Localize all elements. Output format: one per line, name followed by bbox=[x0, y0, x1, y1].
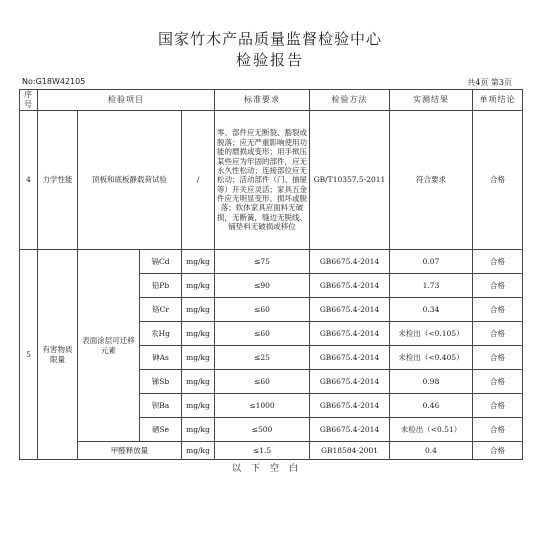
col-header-method: 检验方法 bbox=[310, 90, 390, 111]
table-row bbox=[20, 442, 523, 460]
conclusion: 合格 bbox=[473, 370, 523, 394]
subitem-name: 顶板和底板静载荷试验 bbox=[78, 111, 182, 250]
requirement: ≤75 bbox=[215, 250, 310, 274]
test-method: GB18584-2001 bbox=[310, 442, 390, 460]
requirement: ≤60 bbox=[215, 370, 310, 394]
test-method: GB6675.4-2014 bbox=[310, 346, 390, 370]
test-method: GB6675.4-2014 bbox=[310, 250, 390, 274]
col-header-result: 实测结果 bbox=[390, 90, 473, 111]
test-method: GB6675.4-2014 bbox=[310, 418, 390, 442]
requirement: ≤1000 bbox=[215, 394, 310, 418]
test-method: GB6675.4-2014 bbox=[310, 274, 390, 298]
conclusion: 合格 bbox=[473, 111, 523, 250]
conclusion: 合格 bbox=[473, 322, 523, 346]
unit: mg/kg bbox=[182, 394, 215, 418]
conclusion: 合格 bbox=[473, 298, 523, 322]
unit: mg/kg bbox=[182, 442, 215, 460]
test-result: 未检出（<0.105） bbox=[390, 322, 473, 346]
row-number: 4 bbox=[20, 111, 38, 250]
element-name: 铬Cr bbox=[140, 298, 182, 322]
test-result: 0.07 bbox=[390, 250, 473, 274]
unit: mg/kg bbox=[182, 274, 215, 298]
test-result: 0.46 bbox=[390, 394, 473, 418]
unit: mg/kg bbox=[182, 298, 215, 322]
requirement-text: 零、部件应无断裂、豁裂或脱落；应无严重影响使用功能的磨损或变形；用手揿压某些应为牢固的部件，应无永久性松动；连接部位应无松动；活动部件（门、抽屉等）开关应灵活；家具五金件应无明显变形、损坏或脱落；软体家具应面料无破损，无断簧，缝边无脱线、铺垫料无破损或移位 bbox=[215, 111, 310, 250]
requirement: ≤1.5 bbox=[215, 442, 310, 460]
conclusion: 合格 bbox=[473, 418, 523, 442]
conclusion: 合格 bbox=[473, 250, 523, 274]
test-method: GB/T10357.5-2011 bbox=[310, 111, 390, 250]
item-name: 力学性能 bbox=[38, 111, 78, 250]
blank-below-note: 以下空白 bbox=[231, 464, 308, 474]
table-row bbox=[20, 111, 523, 250]
conclusion: 合格 bbox=[473, 394, 523, 418]
element-name: 铅Pb bbox=[140, 274, 182, 298]
element-name: 硒Se bbox=[140, 418, 182, 442]
report-title: 检验报告 bbox=[235, 51, 304, 69]
table-row bbox=[20, 250, 523, 274]
requirement: ≤500 bbox=[215, 418, 310, 442]
conclusion: 合格 bbox=[473, 274, 523, 298]
test-result: 未检出（<0.405） bbox=[390, 346, 473, 370]
element-name: 甲醛释放量 bbox=[78, 442, 182, 460]
unit: mg/kg bbox=[182, 346, 215, 370]
requirement: ≤60 bbox=[215, 298, 310, 322]
org-title: 国家竹木产品质量监督检验中心 bbox=[157, 30, 382, 48]
element-name: 砷As bbox=[140, 346, 182, 370]
test-result: 符合要求 bbox=[390, 111, 473, 250]
test-method: GB6675.4-2014 bbox=[310, 394, 390, 418]
report-number: No:G18W42105 bbox=[22, 77, 86, 86]
test-result: 0.4 bbox=[390, 442, 473, 460]
element-name: 钡Ba bbox=[140, 394, 182, 418]
test-result: 0.34 bbox=[390, 298, 473, 322]
inspection-table bbox=[19, 89, 523, 460]
test-method: GB6675.4-2014 bbox=[310, 298, 390, 322]
unit: mg/kg bbox=[182, 418, 215, 442]
test-method: GB6675.4-2014 bbox=[310, 322, 390, 346]
unit: mg/kg bbox=[182, 370, 215, 394]
conclusion: 合格 bbox=[473, 442, 523, 460]
col-header-no: 序号 bbox=[20, 90, 38, 111]
test-result: 0.98 bbox=[390, 370, 473, 394]
col-header-conclusion: 单项结论 bbox=[473, 90, 523, 111]
item-name: 有害物质限量 bbox=[38, 250, 78, 460]
col-header-requirement: 标准要求 bbox=[215, 90, 310, 111]
unit: mg/kg bbox=[182, 250, 215, 274]
subitem-name: 表面涂层可迁移元素 bbox=[78, 250, 140, 442]
element-name: 汞Hg bbox=[140, 322, 182, 346]
unit: / bbox=[182, 111, 215, 250]
page-info: 共4页 第3页 bbox=[467, 78, 512, 87]
row-number: 5 bbox=[20, 250, 38, 460]
requirement: ≤25 bbox=[215, 346, 310, 370]
unit: mg/kg bbox=[182, 322, 215, 346]
test-method: GB6675.4-2014 bbox=[310, 370, 390, 394]
element-name: 锑Sb bbox=[140, 370, 182, 394]
col-header-item: 检验项目 bbox=[38, 90, 215, 111]
conclusion: 合格 bbox=[473, 346, 523, 370]
element-name: 镉Cd bbox=[140, 250, 182, 274]
requirement: ≤90 bbox=[215, 274, 310, 298]
test-result: 未检出（<0.51） bbox=[390, 418, 473, 442]
table-header-row bbox=[20, 90, 523, 111]
requirement: ≤60 bbox=[215, 322, 310, 346]
test-result: 1.73 bbox=[390, 274, 473, 298]
